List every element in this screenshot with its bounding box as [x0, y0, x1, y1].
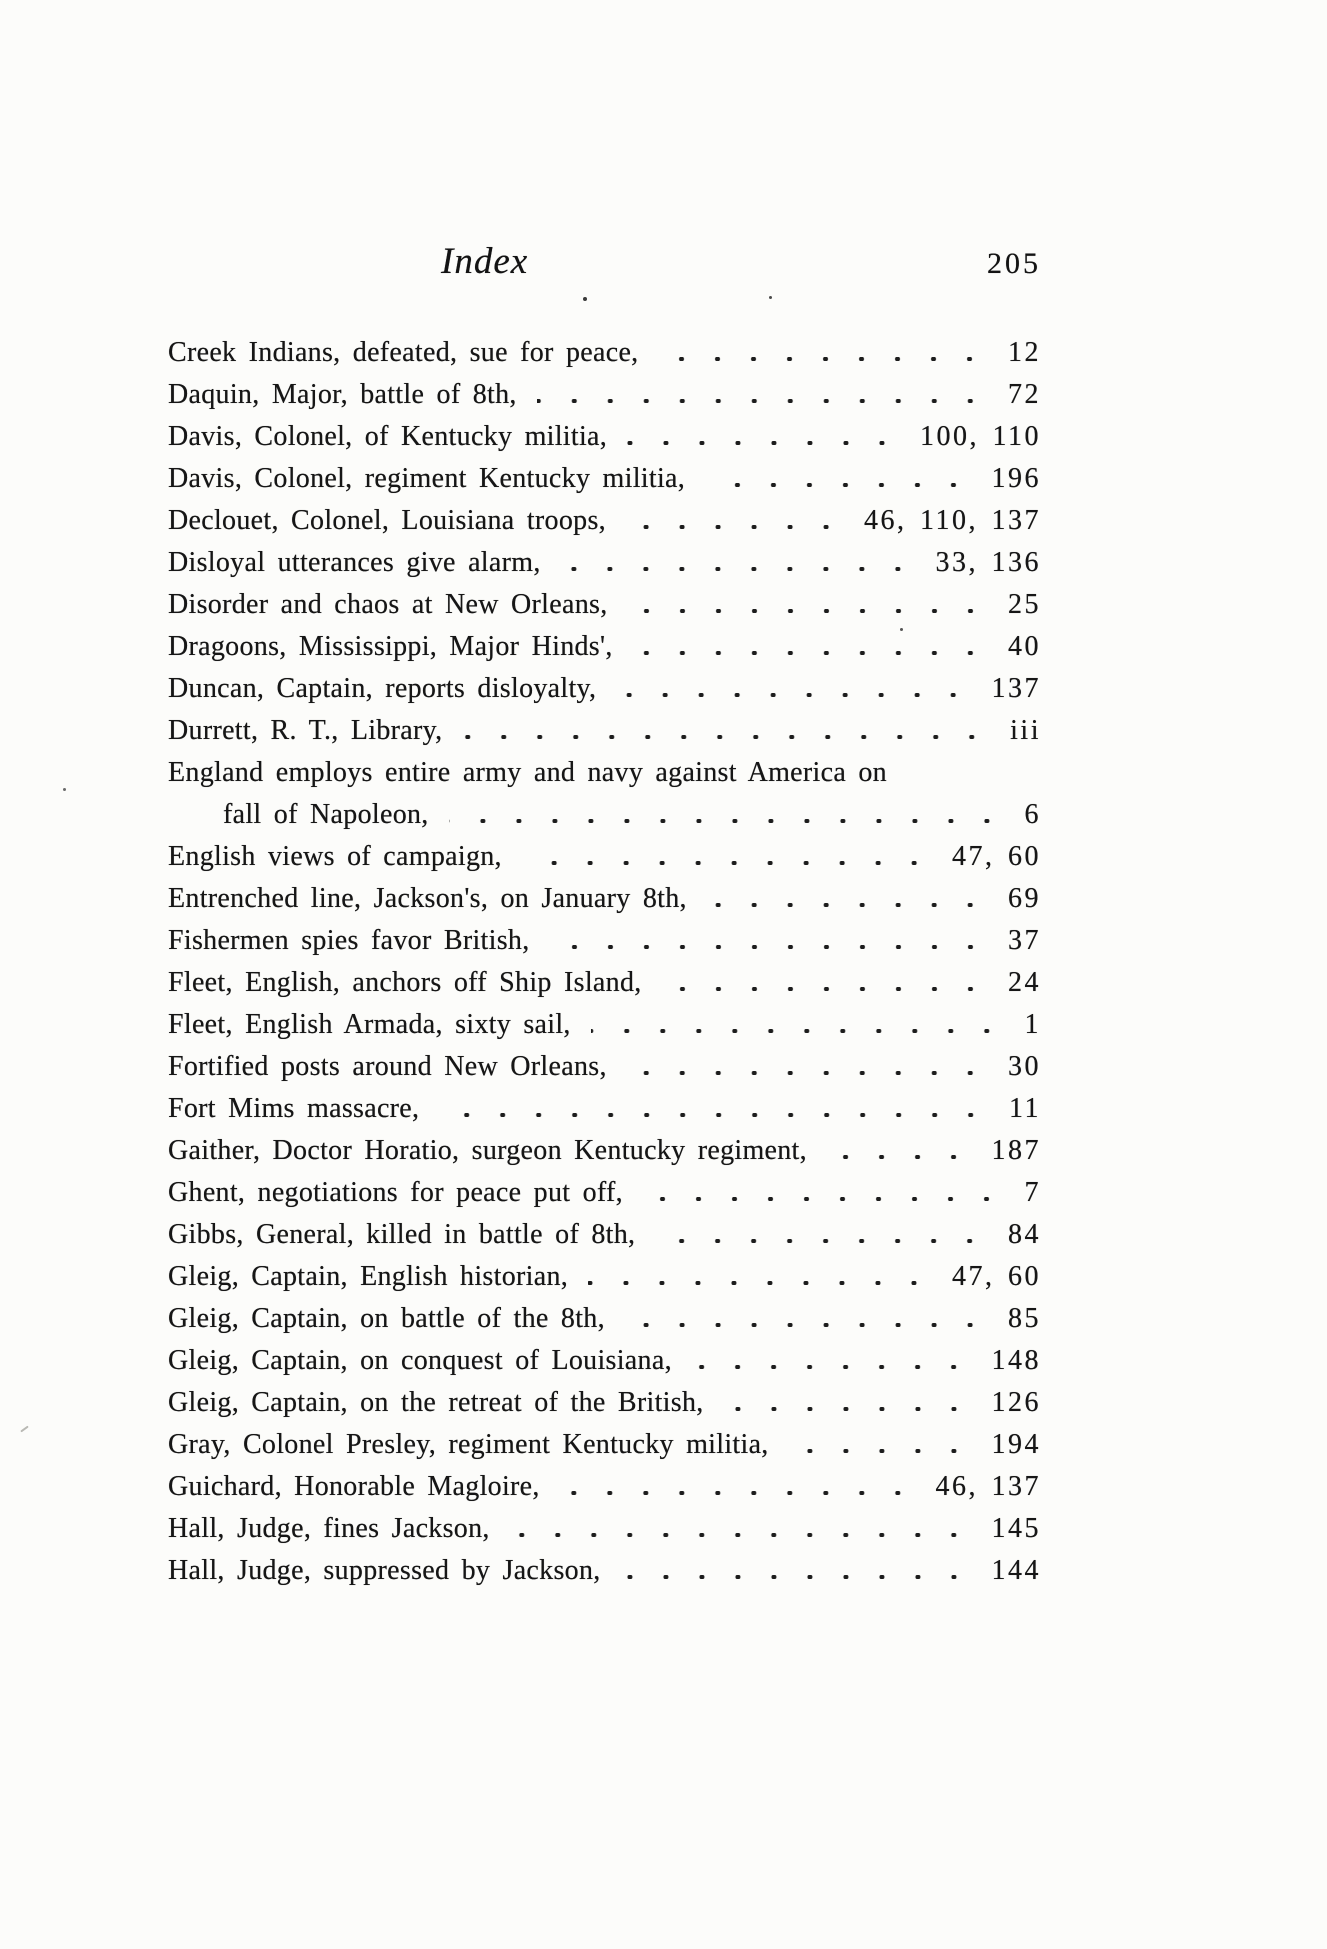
entry-page-number: iii [1010, 715, 1041, 746]
entry-text: Hall, Judge, fines Jackson, [168, 1513, 490, 1544]
entry-page-number: 25 [1008, 589, 1041, 620]
index-entry-row [168, 1130, 1041, 1172]
index-entry-row [168, 920, 1041, 962]
entry-page-number: 137 [991, 673, 1041, 704]
entry-page-number: 148 [991, 1345, 1041, 1376]
dot-leader [462, 735, 994, 739]
dot-leader [626, 525, 848, 529]
index-entries [168, 332, 1041, 1592]
entry-text: Gleig, Captain, on battle of the 8th, [168, 1303, 605, 1334]
entry-text: fall of Napoleon, [223, 799, 429, 830]
entry-text: Fortified posts around New Orleans, [168, 1051, 607, 1082]
dot-leader [550, 945, 992, 949]
dot-leader [692, 1365, 976, 1369]
index-entry-row [168, 374, 1041, 416]
entry-text: English views of campaign, [168, 841, 502, 872]
entry-page-number: 72 [1008, 379, 1041, 410]
entry-text: Fleet, English Armada, sixty sail, [168, 1009, 571, 1040]
index-entry-row [168, 710, 1041, 752]
entry-text: Davis, Colonel, regiment Kentucky militia, [168, 463, 686, 494]
index-entry-row [168, 1298, 1041, 1340]
scan-speck [583, 297, 587, 301]
entry-page-number: 69 [1008, 883, 1041, 914]
entry-page-number: 37 [1008, 925, 1041, 956]
dot-leader [643, 1197, 1009, 1201]
dot-leader [724, 1407, 976, 1411]
entry-page-number: 144 [991, 1555, 1041, 1586]
entry-text: Declouet, Colonel, Louisiana troops, [168, 505, 606, 536]
index-entry-row [168, 878, 1041, 920]
index-entry-row [168, 794, 1041, 836]
dot-leader [662, 987, 992, 991]
index-entry-row [168, 584, 1041, 626]
index-entry-row [168, 458, 1041, 500]
entry-text: Gleig, Captain, on the retreat of the British, [168, 1387, 704, 1418]
dot-leader [705, 483, 975, 487]
entry-text: Gleig, Captain, English historian, [168, 1261, 569, 1292]
entry-page-number: 30 [1008, 1051, 1041, 1082]
index-entry-row [168, 332, 1041, 374]
entry-page-number: 24 [1008, 967, 1041, 998]
dot-leader [537, 399, 992, 403]
dot-leader [560, 1491, 920, 1495]
entry-page-number: 84 [1008, 1219, 1041, 1250]
index-entry-row [168, 416, 1041, 458]
entry-page-number: 33, 136 [935, 547, 1041, 578]
entry-page-number: 12 [1008, 337, 1041, 368]
dot-leader [633, 651, 992, 655]
entry-page-number: 47, 60 [952, 841, 1041, 872]
page-title: Index [441, 241, 529, 282]
scan-speck [63, 788, 66, 791]
entry-page-number: 194 [991, 1429, 1041, 1460]
dot-leader [588, 1281, 936, 1285]
dot-leader [510, 1533, 976, 1537]
entry-page-number: 6 [1024, 799, 1041, 830]
entry-page-number: 187 [991, 1135, 1041, 1166]
entry-text: Hall, Judge, suppressed by Jackson, [168, 1555, 601, 1586]
entry-text: Gleig, Captain, on conquest of Louisiana, [168, 1345, 672, 1376]
entry-page-number: 145 [991, 1513, 1041, 1544]
index-entry-row [168, 752, 1041, 794]
dot-leader [627, 1071, 992, 1075]
entry-text: Gaither, Doctor Horatio, surgeon Kentucky regiment, [168, 1135, 807, 1166]
dot-leader [628, 609, 992, 613]
index-entry-row [168, 1466, 1041, 1508]
entry-text: Guichard, Honorable Magloire, [168, 1471, 540, 1502]
entry-page-number: 85 [1008, 1303, 1041, 1334]
entry-text: Davis, Colonel, of Kentucky militia, [168, 421, 608, 452]
index-entry-row [168, 500, 1041, 542]
entry-page-number: 46, 110, 137 [864, 505, 1041, 536]
entry-text: Duncan, Captain, reports disloyalty, [168, 673, 597, 704]
index-entry-row [168, 1172, 1041, 1214]
index-entry-row [168, 668, 1041, 710]
dot-leader [827, 1155, 976, 1159]
index-entry-row [168, 962, 1041, 1004]
dot-leader [655, 1239, 992, 1243]
scan-scuff-mark [20, 1426, 29, 1433]
entry-text: Creek Indians, defeated, sue for peace, [168, 337, 639, 368]
entry-text: Disorder and chaos at New Orleans, [168, 589, 608, 620]
entry-text: Daquin, Major, battle of 8th, [168, 379, 517, 410]
dot-leader [627, 441, 904, 445]
entry-text: Dragoons, Mississippi, Major Hinds', [168, 631, 613, 662]
index-entry-row [168, 836, 1041, 878]
dot-leader [658, 357, 992, 361]
index-entry-row [168, 1214, 1041, 1256]
dot-leader [625, 1323, 992, 1327]
entry-text: Ghent, negotiations for peace put off, [168, 1177, 623, 1208]
dot-leader [616, 693, 975, 697]
index-entry-row [168, 1088, 1041, 1130]
index-entry-row [168, 1508, 1041, 1550]
scan-speck [900, 628, 903, 631]
entry-text: Gibbs, General, killed in battle of 8th, [168, 1219, 636, 1250]
entry-text: Entrenched line, Jackson's, on January 8th, [168, 883, 687, 914]
dot-leader [561, 567, 920, 571]
dot-leader [522, 861, 936, 865]
index-entry-row [168, 1046, 1041, 1088]
index-entry-row [168, 542, 1041, 584]
entry-text: Fishermen spies favor British, [168, 925, 530, 956]
entry-page-number: 46, 137 [935, 1471, 1041, 1502]
entry-page-number: 7 [1024, 1177, 1041, 1208]
index-entry-row [168, 1550, 1041, 1592]
index-entry-row [168, 1424, 1041, 1466]
entry-page-number: 47, 60 [952, 1261, 1041, 1292]
entry-text: Durrett, R. T., Library, [168, 715, 443, 746]
entry-text: Disloyal utterances give alarm, [168, 547, 541, 578]
index-entry-row [168, 1340, 1041, 1382]
dot-leader [591, 1029, 1009, 1033]
entry-text: England employs entire army and navy against America on [168, 757, 887, 788]
folio-page-number: 205 [987, 247, 1041, 280]
index-entry-row [168, 1382, 1041, 1424]
entry-page-number: 11 [1009, 1093, 1041, 1124]
entry-text: Gray, Colonel Presley, regiment Kentucky militia, [168, 1429, 769, 1460]
scan-speck [769, 296, 772, 299]
index-entry-row [168, 1256, 1041, 1298]
entry-page-number: 40 [1008, 631, 1041, 662]
dot-leader [707, 903, 992, 907]
entry-page-number: 1 [1024, 1009, 1041, 1040]
entry-page-number: 196 [991, 463, 1041, 494]
entry-page-number: 126 [991, 1387, 1041, 1418]
dot-leader [789, 1449, 976, 1453]
dot-leader [621, 1575, 976, 1579]
entry-text: Fleet, English, anchors off Ship Island, [168, 967, 642, 998]
dot-leader [449, 819, 1009, 823]
entry-text: Fort Mims massacre, [168, 1093, 420, 1124]
entry-page-number: 100, 110 [920, 421, 1041, 452]
index-entry-row [168, 1004, 1041, 1046]
index-entry-row [168, 626, 1041, 668]
dot-leader [439, 1113, 993, 1117]
